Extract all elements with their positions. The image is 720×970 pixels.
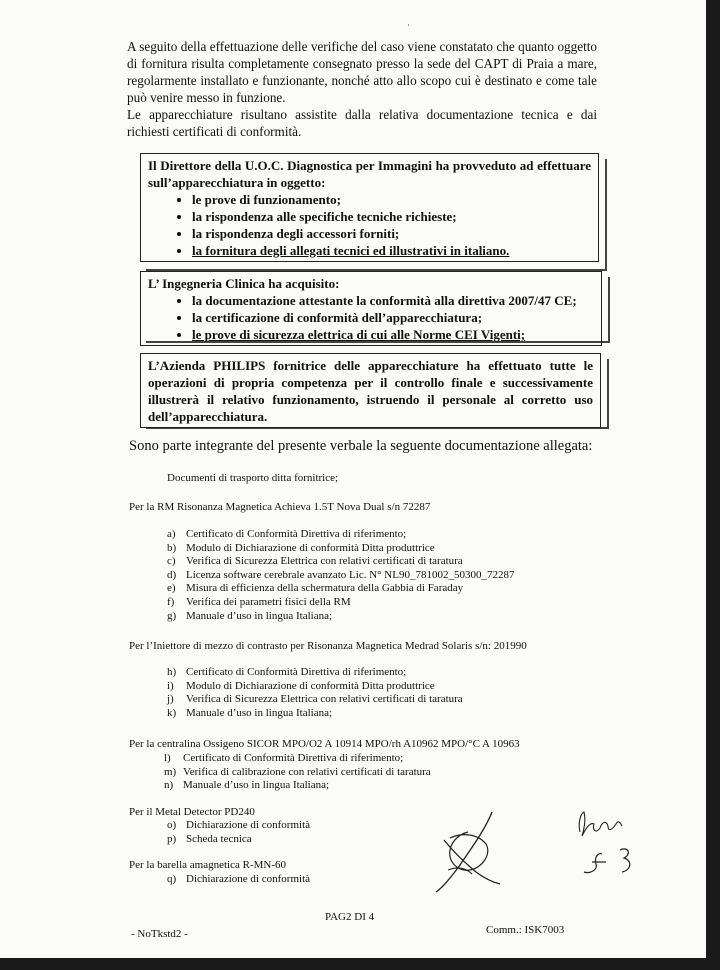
footer-right: Comm.: ISK7003 xyxy=(486,924,565,936)
direttore-box xyxy=(140,153,599,262)
item-text: Misura di efficienza della schermatura della Gabbia di Faraday xyxy=(186,582,464,595)
intro-paragraph-2: Le apparecchiature risultano assistite dalla relativa documentazione tecnica e dai richiesti certificati di conformità. xyxy=(127,107,597,139)
item-text: Verifica dei parametri fisici della RM xyxy=(186,595,351,608)
signature-mark xyxy=(430,810,510,895)
trasporto-line: Documenti di trasporto ditta fornitrice; xyxy=(167,472,339,484)
item-letter: n) xyxy=(164,779,174,792)
signature-initials xyxy=(572,802,642,882)
allegati-intro: Sono parte integrante del presente verbale la seguente documentazione allegata: xyxy=(129,438,593,454)
item-letter: i) xyxy=(167,679,174,692)
item-text: Dichiarazione di conformità xyxy=(186,819,311,831)
direttore-list xyxy=(148,191,591,259)
item-letter: h) xyxy=(167,666,177,678)
intro-paragraph-1: A seguito della effettuazione delle verifiche del caso viene constatato che quanto oggetto di fornitura risulta completamente consegnato presso la sede del CAPT di Praia a mare, regolarmente installato e funzionante, nonché atto allo scopo cui è destinato e come tale può venire messo in funzione. xyxy=(127,39,597,105)
scan-speck xyxy=(408,24,409,26)
iniettore-list xyxy=(167,666,463,720)
item-letter: m) xyxy=(164,765,177,778)
item-text: Manuale d’uso in lingua Italiana; xyxy=(186,609,333,622)
ingegneria-heading: L’ Ingegneria Clinica ha acquisito: xyxy=(148,276,340,291)
rm-list xyxy=(167,528,514,623)
item-letter: c) xyxy=(167,555,176,568)
list-item xyxy=(164,752,431,766)
list-item: • le prove di sicurezza elettrica di cui alle Norme CEI Vigenti; xyxy=(192,326,594,343)
metal-section-title: Per il Metal Detector PD240 xyxy=(129,806,255,818)
list-item xyxy=(167,666,463,680)
list-item xyxy=(167,555,514,569)
list-item xyxy=(167,569,514,583)
item-text: Licenza software cerebrale avanzato Lic. N° NL90_781002_50300_72287 xyxy=(186,568,515,581)
item-letter: o) xyxy=(167,819,177,831)
item-letter: b) xyxy=(167,541,177,554)
direttore-heading: Il Direttore della U.O.C. Diagnostica per Immagini ha provveduto ad effettuare sull’apparecchiatura in oggetto: xyxy=(148,158,591,190)
list-item: • la documentazione attestante la conformità alla direttiva 2007/47 CE; xyxy=(192,292,594,309)
iniettore-section-title: Per l’Iniettore di mezzo di contrasto per Risonanza Magnetica Medrad Solaris s/n: 201990 xyxy=(129,640,527,652)
list-item xyxy=(167,596,514,610)
item-text: Scheda tecnica xyxy=(186,832,252,845)
item-letter: k) xyxy=(167,706,177,719)
item-text: Certificato di Conformità Direttiva di riferimento; xyxy=(186,528,407,540)
item-text: Manuale d’uso in lingua Italiana; xyxy=(186,706,333,719)
list-item xyxy=(167,610,514,624)
item-text: Certificato di Conformità Direttiva di riferimento; xyxy=(186,666,407,678)
item-text: Dichiarazione di conformità xyxy=(186,873,311,885)
footer-left: - NoTkstd2 - xyxy=(131,928,188,940)
list-item xyxy=(167,873,310,887)
philips-text: L’Azienda PHILIPS fornitrice delle apparecchiature ha effettuato tutte le operazioni di propria competenza per il controllo finale e successivamente illustrerà il relativo funzionamento, istruendo il personale al corretto uso dell’apparecchiatura. xyxy=(148,358,593,424)
list-item: • la fornitura degli allegati tecnici ed illustrativi in italiano. xyxy=(192,242,591,259)
list-item xyxy=(167,833,310,847)
intro-text xyxy=(127,38,597,140)
metal-list xyxy=(167,819,310,846)
item-letter: e) xyxy=(167,582,176,595)
item-letter: f) xyxy=(167,595,175,608)
barella-section-title: Per la barella amagnetica R-MN-60 xyxy=(129,859,286,871)
list-item: • la rispondenza degli accessori forniti; xyxy=(192,225,591,242)
item-text: Modulo di Dichiarazione di conformità Ditta produttrice xyxy=(186,679,435,692)
item-text: Verifica di Sicurezza Elettrica con relativi certificati di taratura xyxy=(186,555,463,568)
list-item xyxy=(167,819,310,833)
item-text: Verifica di Sicurezza Elettrica con relativi certificati di taratura xyxy=(186,693,463,706)
item-letter: a) xyxy=(167,528,176,540)
item-letter: j) xyxy=(167,693,174,706)
list-item: • la rispondenza alle specifiche tecniche richieste; xyxy=(192,208,591,225)
item-text: Verifica di calibrazione con relativi certificati di taratura xyxy=(183,765,431,778)
item-letter: l) xyxy=(164,752,171,764)
list-item: • la certificazione di conformità dell’apparecchiatura; xyxy=(192,309,594,326)
list-item xyxy=(167,542,514,556)
list-item: • le prove di funzionamento; xyxy=(192,191,591,208)
item-text: Certificato di Conformità Direttiva di riferimento; xyxy=(183,752,404,764)
item-letter: g) xyxy=(167,609,177,622)
page-number: PAG2 DI 4 xyxy=(325,911,375,923)
list-item xyxy=(164,766,431,780)
list-item xyxy=(164,779,431,793)
ingegneria-list xyxy=(148,292,594,343)
centralina-section-title: Per la centralina Ossigeno SICOR MPO/O2 A 10914 MPO/rh A10962 MPO/°C A 10963 xyxy=(129,738,520,750)
list-item xyxy=(167,693,463,707)
item-letter: q) xyxy=(167,873,177,885)
list-item xyxy=(167,528,514,542)
centralina-list xyxy=(164,752,431,793)
ingegneria-box xyxy=(140,271,602,346)
item-text: Manuale d’uso in lingua Italiana; xyxy=(183,779,330,792)
list-item xyxy=(167,707,463,721)
item-letter: d) xyxy=(167,568,177,581)
item-letter: p) xyxy=(167,832,177,845)
philips-box xyxy=(140,353,601,428)
list-item xyxy=(167,680,463,694)
item-text: Modulo di Dichiarazione di conformità Ditta produttrice xyxy=(186,541,435,554)
barella-list xyxy=(167,873,310,887)
rm-section-title: Per la RM Risonanza Magnetica Achieva 1.5T Nova Dual s/n 72287 xyxy=(129,501,431,513)
list-item xyxy=(167,582,514,596)
